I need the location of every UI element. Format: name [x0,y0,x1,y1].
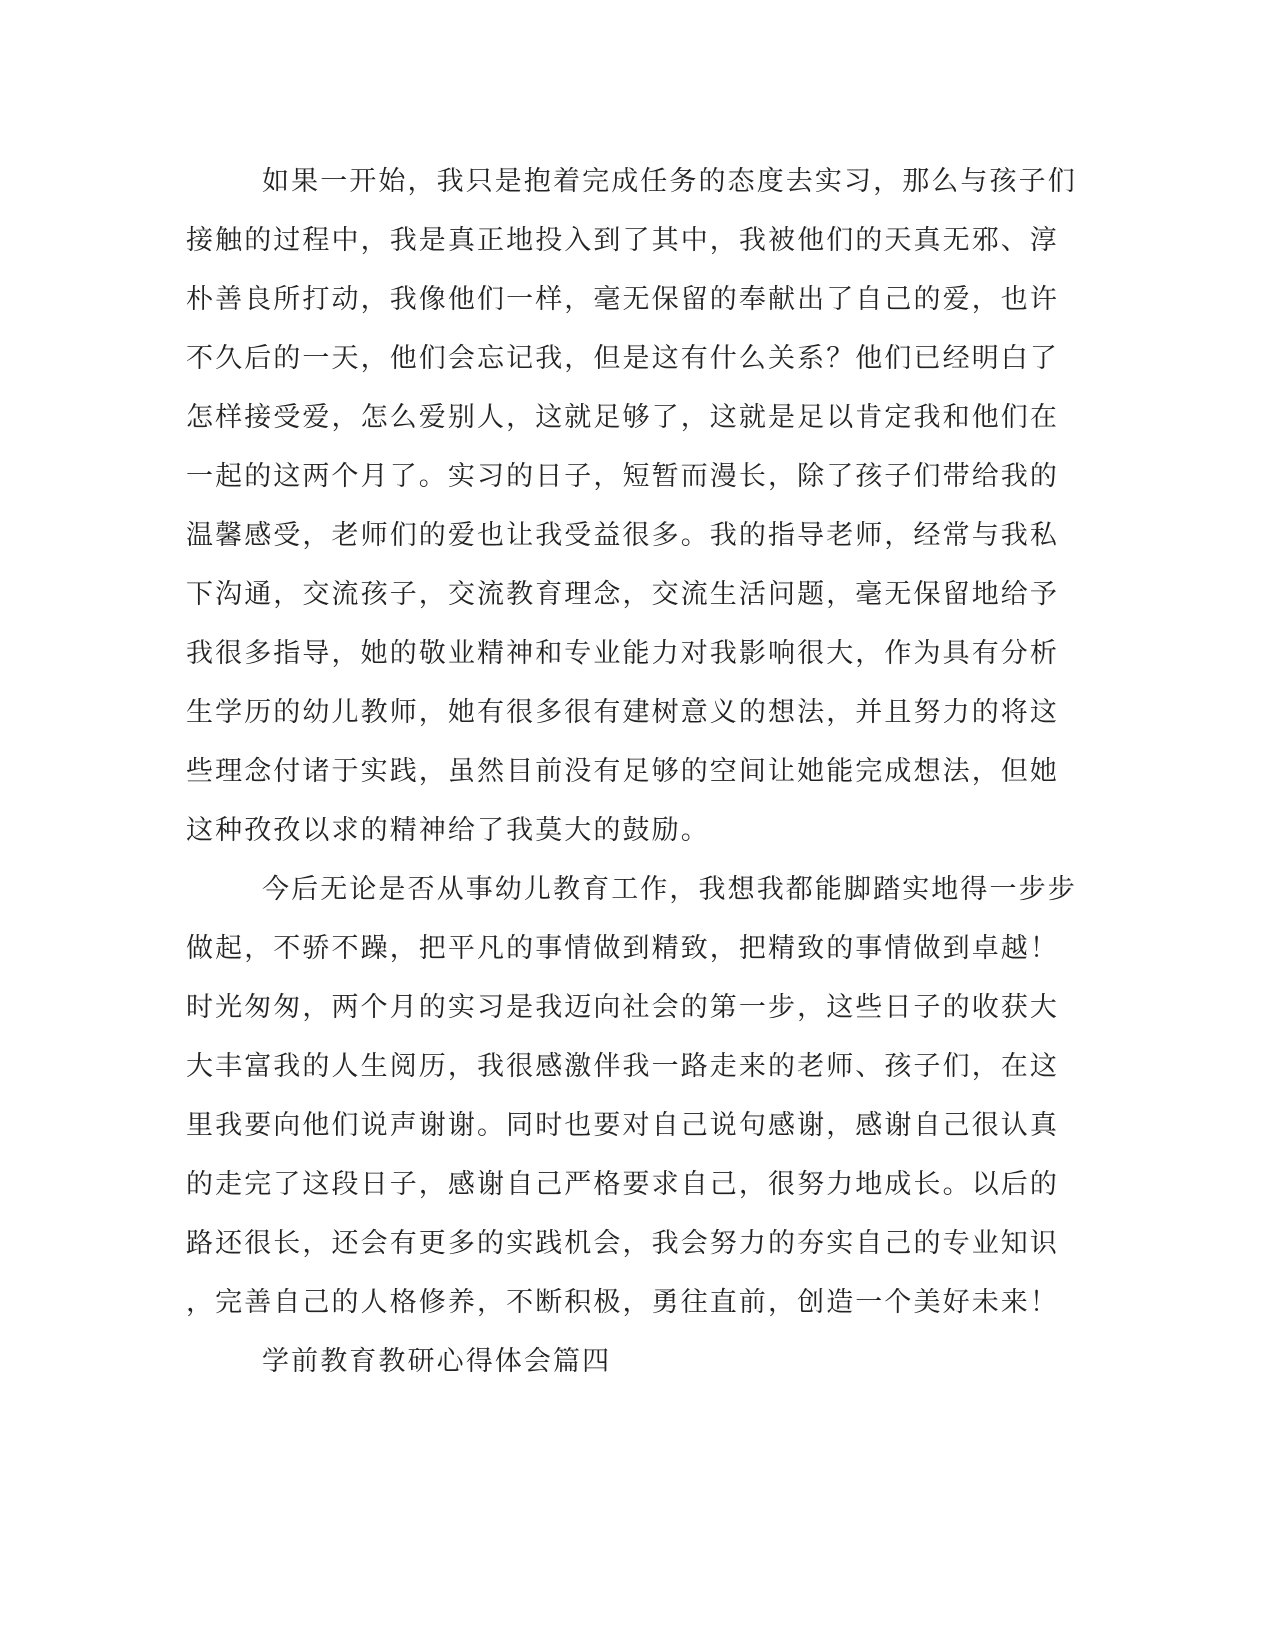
text-line-16: 大丰富我的人生阅历，我很感激伴我一路走来的老师、孩子们，在这 [186,1051,1059,1082]
text-line-11: 些理念付诸于实践，虽然目前没有足够的空间让她能完成想法，但她 [186,756,1059,787]
text-line-13: 今后无论是否从事幼儿教育工作，我想我都能脚踏实地得一步步 [262,874,1077,905]
text-line-14: 做起，不骄不躁，把平凡的事情做到精致，把精致的事情做到卓越！ [186,933,1059,964]
text-line-20: ，完善自己的人格修养，不断积极，勇往直前，创造一个美好未来！ [186,1287,1059,1318]
text-line-19: 路还很长，还会有更多的实践机会，我会努力的夯实自己的专业知识 [186,1228,1059,1259]
text-line-2: 接触的过程中，我是真正地投入到了其中，我被他们的天真无邪、淳 [186,225,1059,256]
text-line-9: 我很多指导，她的敬业精神和专业能力对我影响很大，作为具有分析 [186,638,1059,669]
text-line-10: 生学历的幼儿教师，她有很多很有建树意义的想法，并且努力的将这 [186,697,1059,728]
text-line-3: 朴善良所打动，我像他们一样，毫无保留的奉献出了自己的爱，也许 [186,284,1059,315]
text-line-7: 温馨感受，老师们的爱也让我受益很多。我的指导老师，经常与我私 [186,520,1059,551]
text-line-12: 这种孜孜以求的精神给了我莫大的鼓励。 [186,815,710,846]
text-line-18: 的走完了这段日子，感谢自己严格要求自己，很努力地成长。以后的 [186,1169,1059,1200]
section-heading: 学前教育教研心得体会篇四 [262,1346,612,1377]
text-line-8: 下沟通，交流孩子，交流教育理念，交流生活问题，毫无保留地给予 [186,579,1059,610]
text-line-1: 如果一开始，我只是抱着完成任务的态度去实习，那么与孩子们 [262,166,1077,197]
text-line-15: 时光匆匆，两个月的实习是我迈向社会的第一步，这些日子的收获大 [186,992,1059,1023]
text-line-17: 里我要向他们说声谢谢。同时也要对自己说句感谢，感谢自己很认真 [186,1110,1059,1141]
text-line-6: 一起的这两个月了。实习的日子，短暂而漫长，除了孩子们带给我的 [186,461,1059,492]
text-line-4: 不久后的一天，他们会忘记我，但是这有什么关系？他们已经明白了 [186,343,1059,374]
text-line-5: 怎样接受爱，怎么爱别人，这就足够了，这就是足以肯定我和他们在 [186,402,1059,433]
